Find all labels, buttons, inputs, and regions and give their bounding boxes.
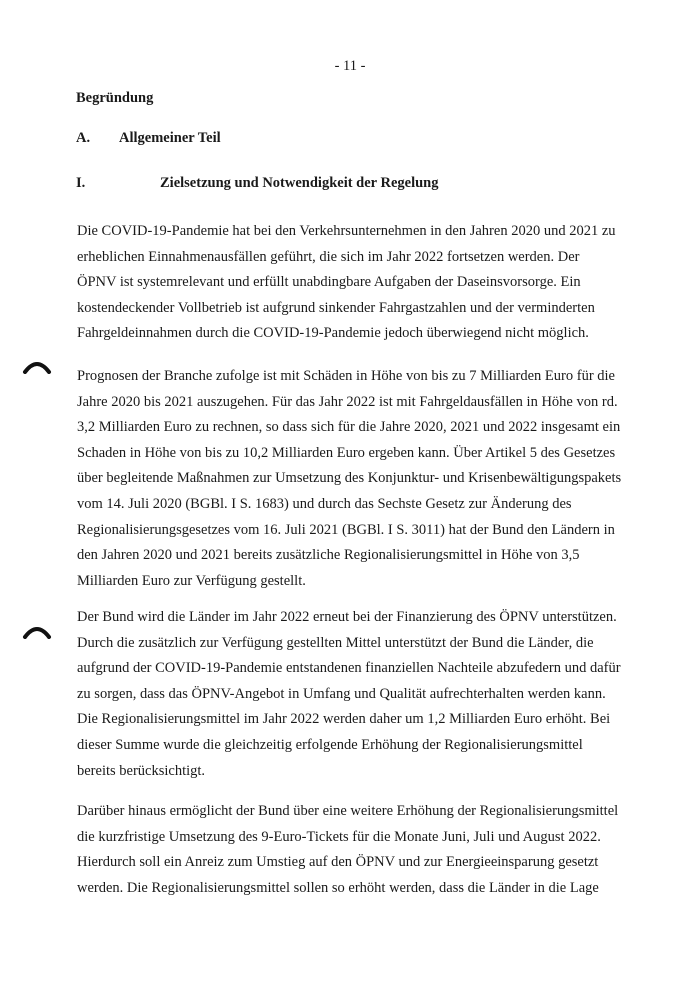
section-a-number: A.: [76, 130, 91, 146]
punch-hole-mark-icon: [22, 625, 52, 639]
paragraph-2: [77, 364, 625, 594]
text-line: Hierdurch soll ein Anreiz zum Umstieg auf den ÖPNV und zur Energieeinsparung gesetzt: [77, 854, 599, 871]
text-line: zu sorgen, dass das ÖPNV-Angebot in Umfang und Qualität aufrechterhalten werden kann.: [77, 685, 606, 702]
paragraph-1: [77, 219, 625, 347]
text-line: werden. Die Regionalisierungsmittel sollen so erhöht werden, dass die Länder in die Lage: [77, 879, 599, 896]
text-line: Jahre 2020 bis 2021 auszugehen. Für das Jahr 2022 ist mit Fahrgeldausfällen in Höhe von rd.: [77, 393, 618, 410]
text-line: Durch die zusätzlich zur Verfügung gestellten Mittel unterstützt der Bund die Länder, die: [77, 634, 594, 651]
text-line: Darüber hinaus ermöglicht der Bund über eine weitere Erhöhung der Regionalisierungsmittel: [77, 803, 619, 819]
section-a-title: Allgemeiner Teil: [119, 130, 221, 146]
text-line: Regionalisierungsgesetzes vom 16. Juli 2021 (BGBl. I S. 3011) hat der Bund den Ländern in: [77, 521, 615, 538]
paragraph-3: [77, 605, 625, 784]
text-line: dieser Summe wurde die gleichzeitig erfolgende Erhöhung der Regionalisierungsmittel: [77, 736, 583, 753]
text-line: Die COVID-19-Pandemie hat bei den Verkehrsunternehmen in den Jahren 2020 und 2021 zu: [77, 223, 616, 239]
text-line: den Jahren 2020 und 2021 bereits zusätzliche Regionalisierungsmittel in Höhe von 3,5: [77, 547, 580, 564]
text-line: Der Bund wird die Länder im Jahr 2022 erneut bei der Finanzierung des ÖPNV unterstützen.: [77, 609, 617, 625]
text-line: die kurzfristige Umsetzung des 9-Euro-Tickets für die Monate Juni, Juli und August 2022.: [77, 828, 601, 845]
text-line: ÖPNV ist systemrelevant und erfüllt unabdingbare Aufgaben der Daseinsvorsorge. Ein: [77, 274, 581, 291]
text-line: erheblichen Einnahmenausfällen geführt, die sich im Jahr 2022 fortsetzen werden. Der: [77, 248, 580, 265]
text-line: Schaden in Höhe von bis zu 10,2 Milliarden Euro ergeben kann. Über Artikel 5 des Gesetzes: [77, 444, 616, 461]
text-line: vom 14. Juli 2020 (BGBl. I S. 1683) und durch das Sechste Gesetz zur Änderung des: [77, 495, 572, 512]
text-line: 3,2 Milliarden Euro zu rechnen, so dass sich für die Jahre 2020, 2021 und 2022 insgesamt ein: [77, 419, 621, 436]
paragraph-4: [77, 799, 625, 901]
text-line: über begleitende Maßnahmen zur Umsetzung des Konjunktur- und Krisenbewältigungspakets: [77, 470, 622, 487]
page-number: - 11 -: [334, 58, 366, 74]
text-line: kostendeckender Vollbetrieb ist aufgrund sinkender Fahrgastzahlen und der verminderten: [77, 299, 595, 316]
text-line: Die Regionalisierungsmittel im Jahr 2022 werden daher um 1,2 Milliarden Euro erhöht. Bei: [77, 711, 611, 728]
section-i-title: Zielsetzung und Notwendigkeit der Regelung: [160, 175, 439, 191]
text-line: bereits berücksichtigt.: [77, 762, 206, 779]
punch-hole-mark-icon: [22, 360, 52, 374]
text-line: Fahrgeldeinnahmen durch die COVID-19-Pandemie jedoch überwiegend nicht möglich.: [77, 325, 589, 342]
text-line: Prognosen der Branche zufolge ist mit Schäden in Höhe von bis zu 7 Milliarden Euro für die: [77, 368, 615, 384]
text-line: Milliarden Euro zur Verfügung gestellt.: [77, 572, 306, 589]
section-i-number: I.: [76, 175, 86, 191]
text-line: aufgrund der COVID-19-Pandemie entstandenen finanziellen Nachteile abzufedern und dafür: [77, 660, 621, 677]
heading-begruendung: Begründung: [76, 90, 154, 106]
